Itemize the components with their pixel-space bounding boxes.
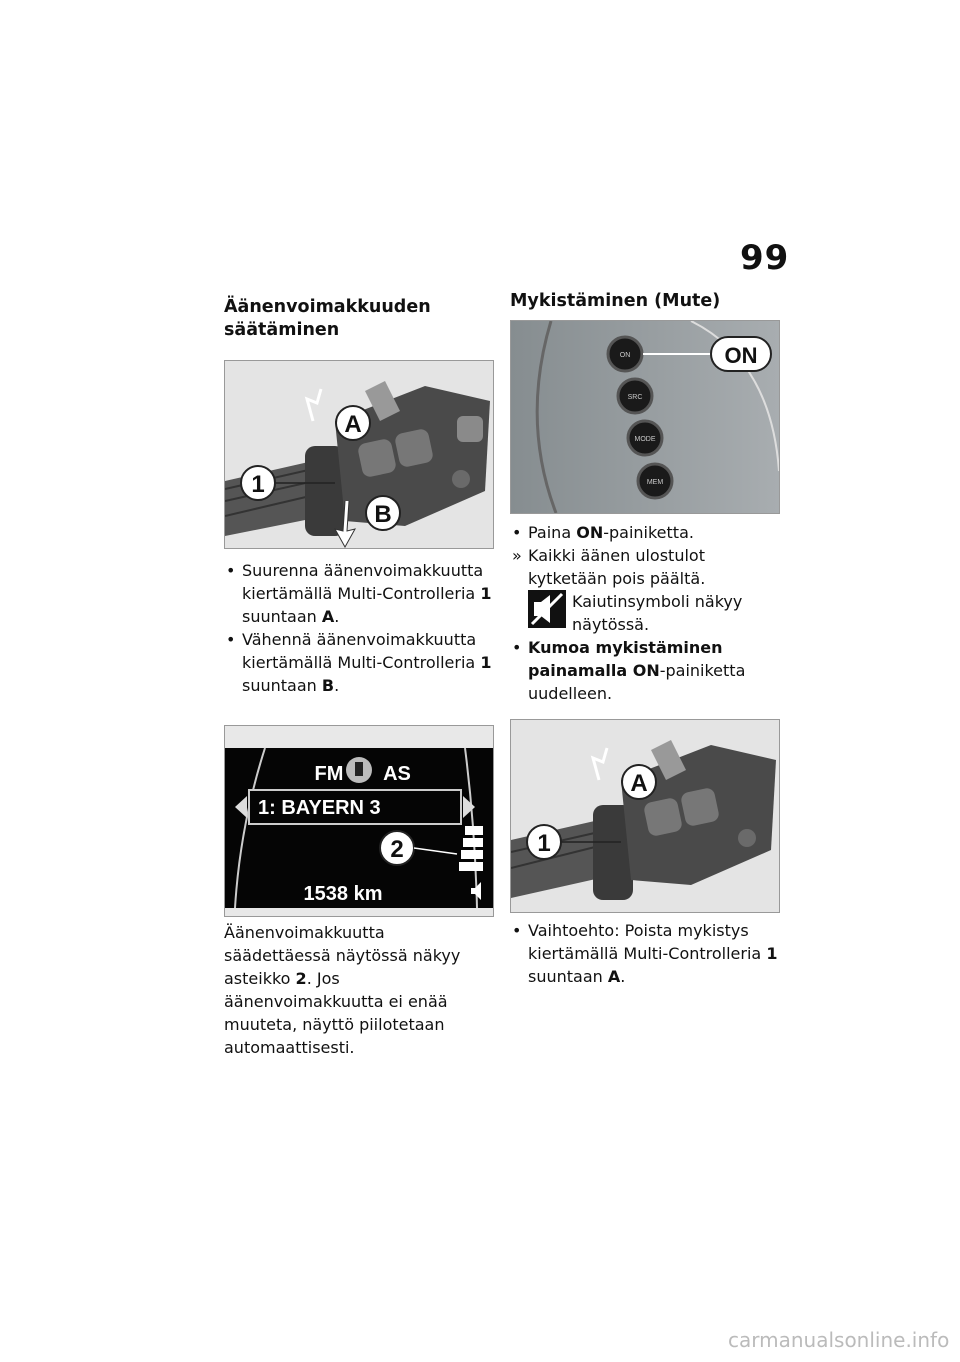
display-note-paragraph: Äänenvoimakkuutta säädettäessä näytössä näkyy asteikko 2. Jos äänenvoimakkuutta ei enää muuteta, näyttö piilotetaan automaattisesti. [224, 923, 461, 1057]
list-item: • Vähennä äänenvoimakkuutta kiertämällä Multi-Controlleria 1 suuntaan B. [226, 630, 492, 695]
callout-1-2: 1 [537, 830, 551, 857]
unmute-alt-list [510, 919, 780, 988]
page-number: 99 [740, 238, 790, 278]
heading-line-1: Äänenvoimakkuuden [224, 297, 431, 317]
display-figure [224, 725, 494, 917]
as-label: AS [383, 763, 411, 785]
handlebar-illustration [225, 361, 493, 548]
left-column [224, 296, 494, 1059]
handlebar-illustration-2 [511, 720, 779, 912]
callout-on: ON [724, 343, 758, 368]
distance-readout: 1538 km [303, 883, 383, 905]
audio-buttons-illustration [511, 321, 779, 513]
speaker-muted-icon [528, 590, 566, 628]
list-item: • Vaihtoehto: Poista mykistys kiertämällä Multi-Controlleria 1 suuntaan A. [512, 921, 778, 986]
callout-b: B [374, 501, 392, 528]
right-column [510, 290, 780, 988]
station-name: 1: BAYERN 3 [258, 797, 381, 819]
band-label: FM [314, 763, 344, 785]
button-src-label: SRC [627, 394, 643, 401]
tft-display-illustration [225, 726, 493, 916]
section-heading [224, 296, 494, 342]
callout-1: 1 [251, 471, 265, 498]
button-on-label: ON [619, 352, 631, 359]
speaker-note: Kaiutinsymboli näkyy näytössä. [510, 590, 780, 636]
buttons-figure [510, 320, 780, 514]
list-item: • Kumoa mykistäminen painamalla ON-painiketta uudelleen. [512, 638, 746, 703]
mute-instructions [510, 521, 780, 705]
handlebar-figure-unmute [510, 719, 780, 913]
handlebar-figure-volume [224, 360, 494, 549]
callout-2: 2 [390, 836, 404, 863]
list-item: • Suurenna äänenvoimakkuutta kiertämällä Multi-Controlleria 1 suuntaan A. [226, 561, 492, 626]
button-mem-label: MEM [646, 479, 664, 486]
volume-steps-list [224, 559, 494, 697]
callout-a-2: A [630, 770, 648, 797]
result-item: » Kaikki äänen ulostulot kytketään pois päältä. [512, 546, 706, 588]
button-mode-label: MODE [634, 436, 656, 443]
watermark: carmanualsonline.info [728, 1328, 950, 1352]
heading-line-2: säätäminen [224, 320, 340, 340]
list-item: • Paina ON-painiketta. [512, 523, 694, 542]
section-heading-mute: Mykistäminen (Mute) [510, 291, 721, 311]
callout-a: A [344, 411, 362, 438]
